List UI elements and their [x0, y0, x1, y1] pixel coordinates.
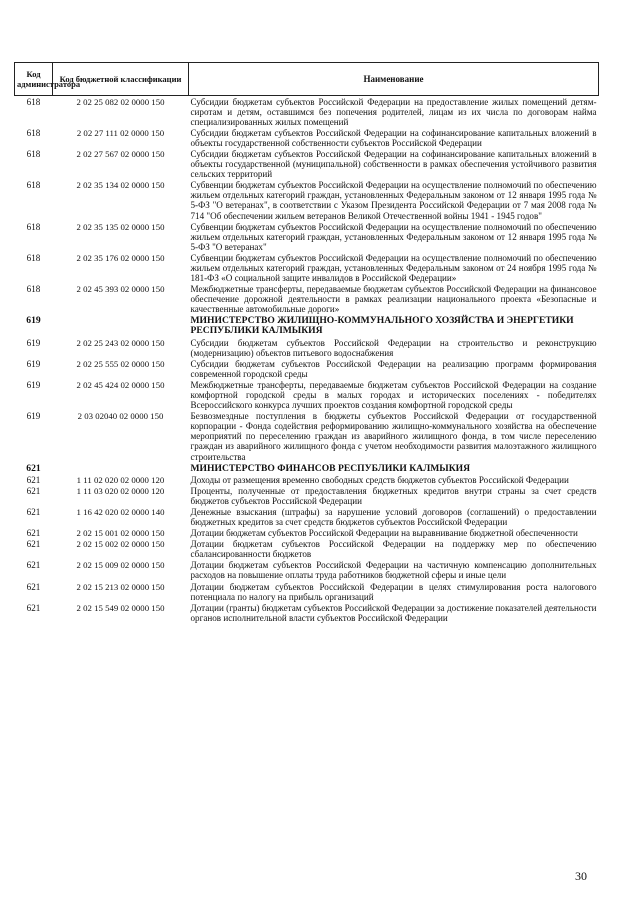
- ministry-name: МИНИСТЕРСТВО ЖИЛИЩНО-КОММУНАЛЬНОГО ХОЗЯЙСТВА И ЭНЕРГЕТИКИ РЕСПУБЛИКИ КАЛМЫКИЯ: [190, 314, 574, 337]
- page-number: 30: [575, 869, 587, 883]
- description-cell: Межбюджетные трансферты, передаваемые бюджетам субъектов Российской Федерации на создание комфортной городской среды в малых городах и исторических поселениях - победителях Всероссийского конкурса лучших проектов создания комфортной городской среды: [190, 380, 597, 411]
- table-row: [15, 485, 599, 506]
- budget-code-cell: 2 02 25 555 02 0000 150: [76, 359, 165, 370]
- admin-code-cell: 621: [26, 486, 41, 497]
- ministry-name: МИНИСТЕРСТВО ФИНАНСОВ РЕСПУБЛИКИ КАЛМЫКИЯ: [190, 462, 471, 474]
- table-row: [15, 148, 599, 179]
- budget-code-cell: 1 16 42 020 02 0000 140: [76, 507, 165, 518]
- description-cell: Дотации бюджетам субъектов Российской Федерации в целях стимулирования роста налогового потенциала по налогу на прибыль организаций: [190, 581, 597, 602]
- budget-code-cell: 2 02 35 134 02 0000 150: [76, 180, 165, 191]
- table-header: [15, 63, 599, 96]
- budget-code-cell: 2 02 25 243 02 0000 150: [76, 337, 165, 348]
- table-row: [15, 179, 599, 220]
- description-cell: Дотации бюджетам субъектов Российской Федерации на выравнивание бюджетной обеспеченности: [190, 528, 578, 539]
- description-cell: Субсидии бюджетам субъектов Российской Федерации на софинансирование капитальных вложений в объекты государственной собственности субъектов Российской Федерации: [190, 128, 597, 149]
- document-page: [14, 62, 598, 623]
- admin-code-cell: 621: [26, 507, 41, 518]
- budget-code-cell: [53, 314, 189, 337]
- description-cell: Субвенции бюджетам субъектов Российской Федерации на осуществление полномочий по обеспечению жильем отдельных категорий граждан, установленных Федеральным законом от 24 ноября 1995 года № 181-ФЗ «О социальной защите инвалидов в Российской Федерации»: [190, 252, 597, 283]
- budget-code-cell: 2 02 25 082 02 0000 150: [76, 97, 165, 107]
- description-cell: Субсидии бюджетам субъектов Российской Федерации на строительство и реконструкцию (модернизацию) объектов питьевого водоснабжения: [190, 337, 597, 359]
- budget-code-cell: 2 02 15 549 02 0000 150: [76, 602, 165, 613]
- description-cell: Дотации бюджетам субъектов Российской Федерации на частичную компенсацию дополнительных расходов на повышение оплаты труда работников бюджетной сферы и иные цели: [190, 560, 597, 581]
- budget-code-cell: 2 02 15 213 02 0000 150: [76, 581, 165, 592]
- budget-code-cell: 2 02 35 135 02 0000 150: [76, 221, 165, 232]
- admin-code-cell: 621: [26, 539, 41, 550]
- description-cell: Дотации (гранты) бюджетам субъектов Российской Федерации за достижение показателей деятельности органов исполнительной власти субъектов Российской Федерации: [190, 602, 597, 623]
- admin-code-cell: 618: [26, 221, 41, 232]
- table-row: [15, 559, 599, 580]
- table-row: [15, 527, 599, 538]
- header-budget-code: Код бюджетной классификации: [53, 63, 189, 96]
- admin-code-cell: 619: [26, 314, 41, 326]
- budget-code-cell: 2 02 35 176 02 0000 150: [76, 252, 165, 263]
- description-cell: Субсидии бюджетам субъектов Российской Федерации на реализацию программ формирования современной городской среды: [190, 359, 597, 380]
- table-row: [15, 283, 599, 314]
- table-row: [15, 96, 599, 128]
- budget-code-cell: 2 02 15 001 02 0000 150: [76, 528, 165, 539]
- admin-code-cell: 621: [26, 560, 41, 571]
- admin-code-cell: 621: [26, 602, 41, 613]
- description-cell: Субвенции бюджетам субъектов Российской Федерации на осуществление полномочий по обеспечению жильем отдельных категорий граждан, установленных Федеральным законом от 12 января 1995 года № 5-ФЗ "О ветеранах": [190, 221, 597, 252]
- table-row: [15, 602, 599, 623]
- admin-code-cell: 619: [26, 411, 41, 422]
- budget-code-cell: 2 02 27 567 02 0000 150: [76, 149, 165, 160]
- budget-code-cell: 2 02 15 009 02 0000 150: [76, 560, 165, 571]
- budget-code-cell: [53, 462, 189, 475]
- admin-code-cell: 619: [26, 337, 41, 348]
- table-row: [15, 127, 599, 148]
- description-cell: Субсидии бюджетам субъектов Российской Федерации на софинансирование капитальных вложений в объекты государственной (муниципальной) собственности в рамках обеспечения устойчивого развития сельских территорий: [190, 149, 597, 180]
- table-row: [15, 474, 599, 485]
- admin-code-cell: 619: [26, 359, 41, 370]
- budget-code-cell: 1 11 02 020 02 0000 120: [76, 475, 165, 486]
- admin-code-cell: 619: [26, 380, 41, 391]
- header-admin-code: Код администратора: [15, 63, 53, 96]
- budget-code-cell: 2 02 15 002 02 0000 150: [76, 539, 165, 550]
- description-cell: Безвозмездные поступления в бюджеты субъектов Российской Федерации от государственной корпорации - Фонда содействия реформированию жилищно-коммунального хозяйства на обеспечение мероприятий по переселению граждан из аварийного жилищного фонда, в том числе переселению граждан из аварийного жилищного фонда с учетом необходимости развития малоэтажного жилищного строительства: [190, 411, 597, 462]
- table-row: [15, 358, 599, 379]
- description-cell: Дотации бюджетам субъектов Российской Федерации на поддержку мер по обеспечению сбалансированности бюджетов: [190, 539, 597, 560]
- description-cell: Субвенции бюджетам субъектов Российской Федерации на осуществление полномочий по обеспечению жильем отдельных категорий граждан, установленных Федеральным законом от 12 января 1995 года № 5-ФЗ "О ветеранах", в соответствии с Указом Президента Российской Федерации от 7 мая 2008 года № 714 "Об обеспечении жильем ветеранов Великой Отечественной войны 1941 - 1945 годов": [190, 180, 597, 221]
- table-row: [15, 221, 599, 252]
- admin-code-cell: 618: [26, 128, 41, 139]
- budget-codes-table: [14, 62, 599, 623]
- admin-code-cell: 621: [26, 462, 41, 474]
- admin-code-cell: 621: [26, 475, 41, 486]
- section-header-row: [15, 314, 599, 337]
- table-row: [15, 252, 599, 283]
- admin-code-cell: 621: [26, 581, 41, 592]
- table-row: [15, 506, 599, 527]
- admin-code-cell: 618: [26, 97, 41, 107]
- budget-code-cell: 2 02 45 393 02 0000 150: [76, 283, 165, 294]
- section-header-row: [15, 462, 599, 475]
- budget-code-cell: 2 03 02040 02 0000 150: [77, 411, 164, 422]
- admin-code-cell: 618: [26, 180, 41, 191]
- description-cell: Проценты, полученные от предоставления бюджетных кредитов внутри страны за счет средств бюджетов субъектов Российской Федерации: [190, 486, 597, 507]
- table-row: [15, 379, 599, 410]
- admin-code-cell: 618: [26, 252, 41, 263]
- budget-code-cell: 1 11 03 020 02 0000 120: [76, 486, 165, 497]
- table-row: [15, 410, 599, 461]
- header-name: Наименование: [189, 63, 599, 96]
- description-cell: Субсидии бюджетам субъектов Российской Федерации на предоставление жилых помещений детям-сиротам и детям, оставшимся без попечения родителей, лицам из их числа по договорам найма специализированных жилых помещений: [190, 97, 597, 128]
- table-row: [15, 538, 599, 559]
- budget-code-cell: 2 02 45 424 02 0000 150: [76, 380, 165, 391]
- description-cell: Денежные взыскания (штрафы) за нарушение условий договоров (соглашений) о предоставлении бюджетных кредитов за счет средств бюджетов субъектов Российской Федерации: [190, 507, 597, 528]
- admin-code-cell: 618: [26, 149, 41, 160]
- description-cell: Доходы от размещения временно свободных средств бюджетов субъектов Российской Федерации: [190, 475, 569, 486]
- table-row: [15, 337, 599, 358]
- table-row: [15, 581, 599, 602]
- admin-code-cell: 618: [26, 283, 41, 294]
- admin-code-cell: 621: [26, 528, 41, 539]
- budget-code-cell: 2 02 27 111 02 0000 150: [76, 128, 165, 139]
- table-body: [15, 96, 599, 623]
- description-cell: Межбюджетные трансферты, передаваемые бюджетам субъектов Российской Федерации на финансовое обеспечение дорожной деятельности в рамках реализации национального проекта «Безопасные и качественные автомобильные дороги»: [190, 283, 597, 314]
